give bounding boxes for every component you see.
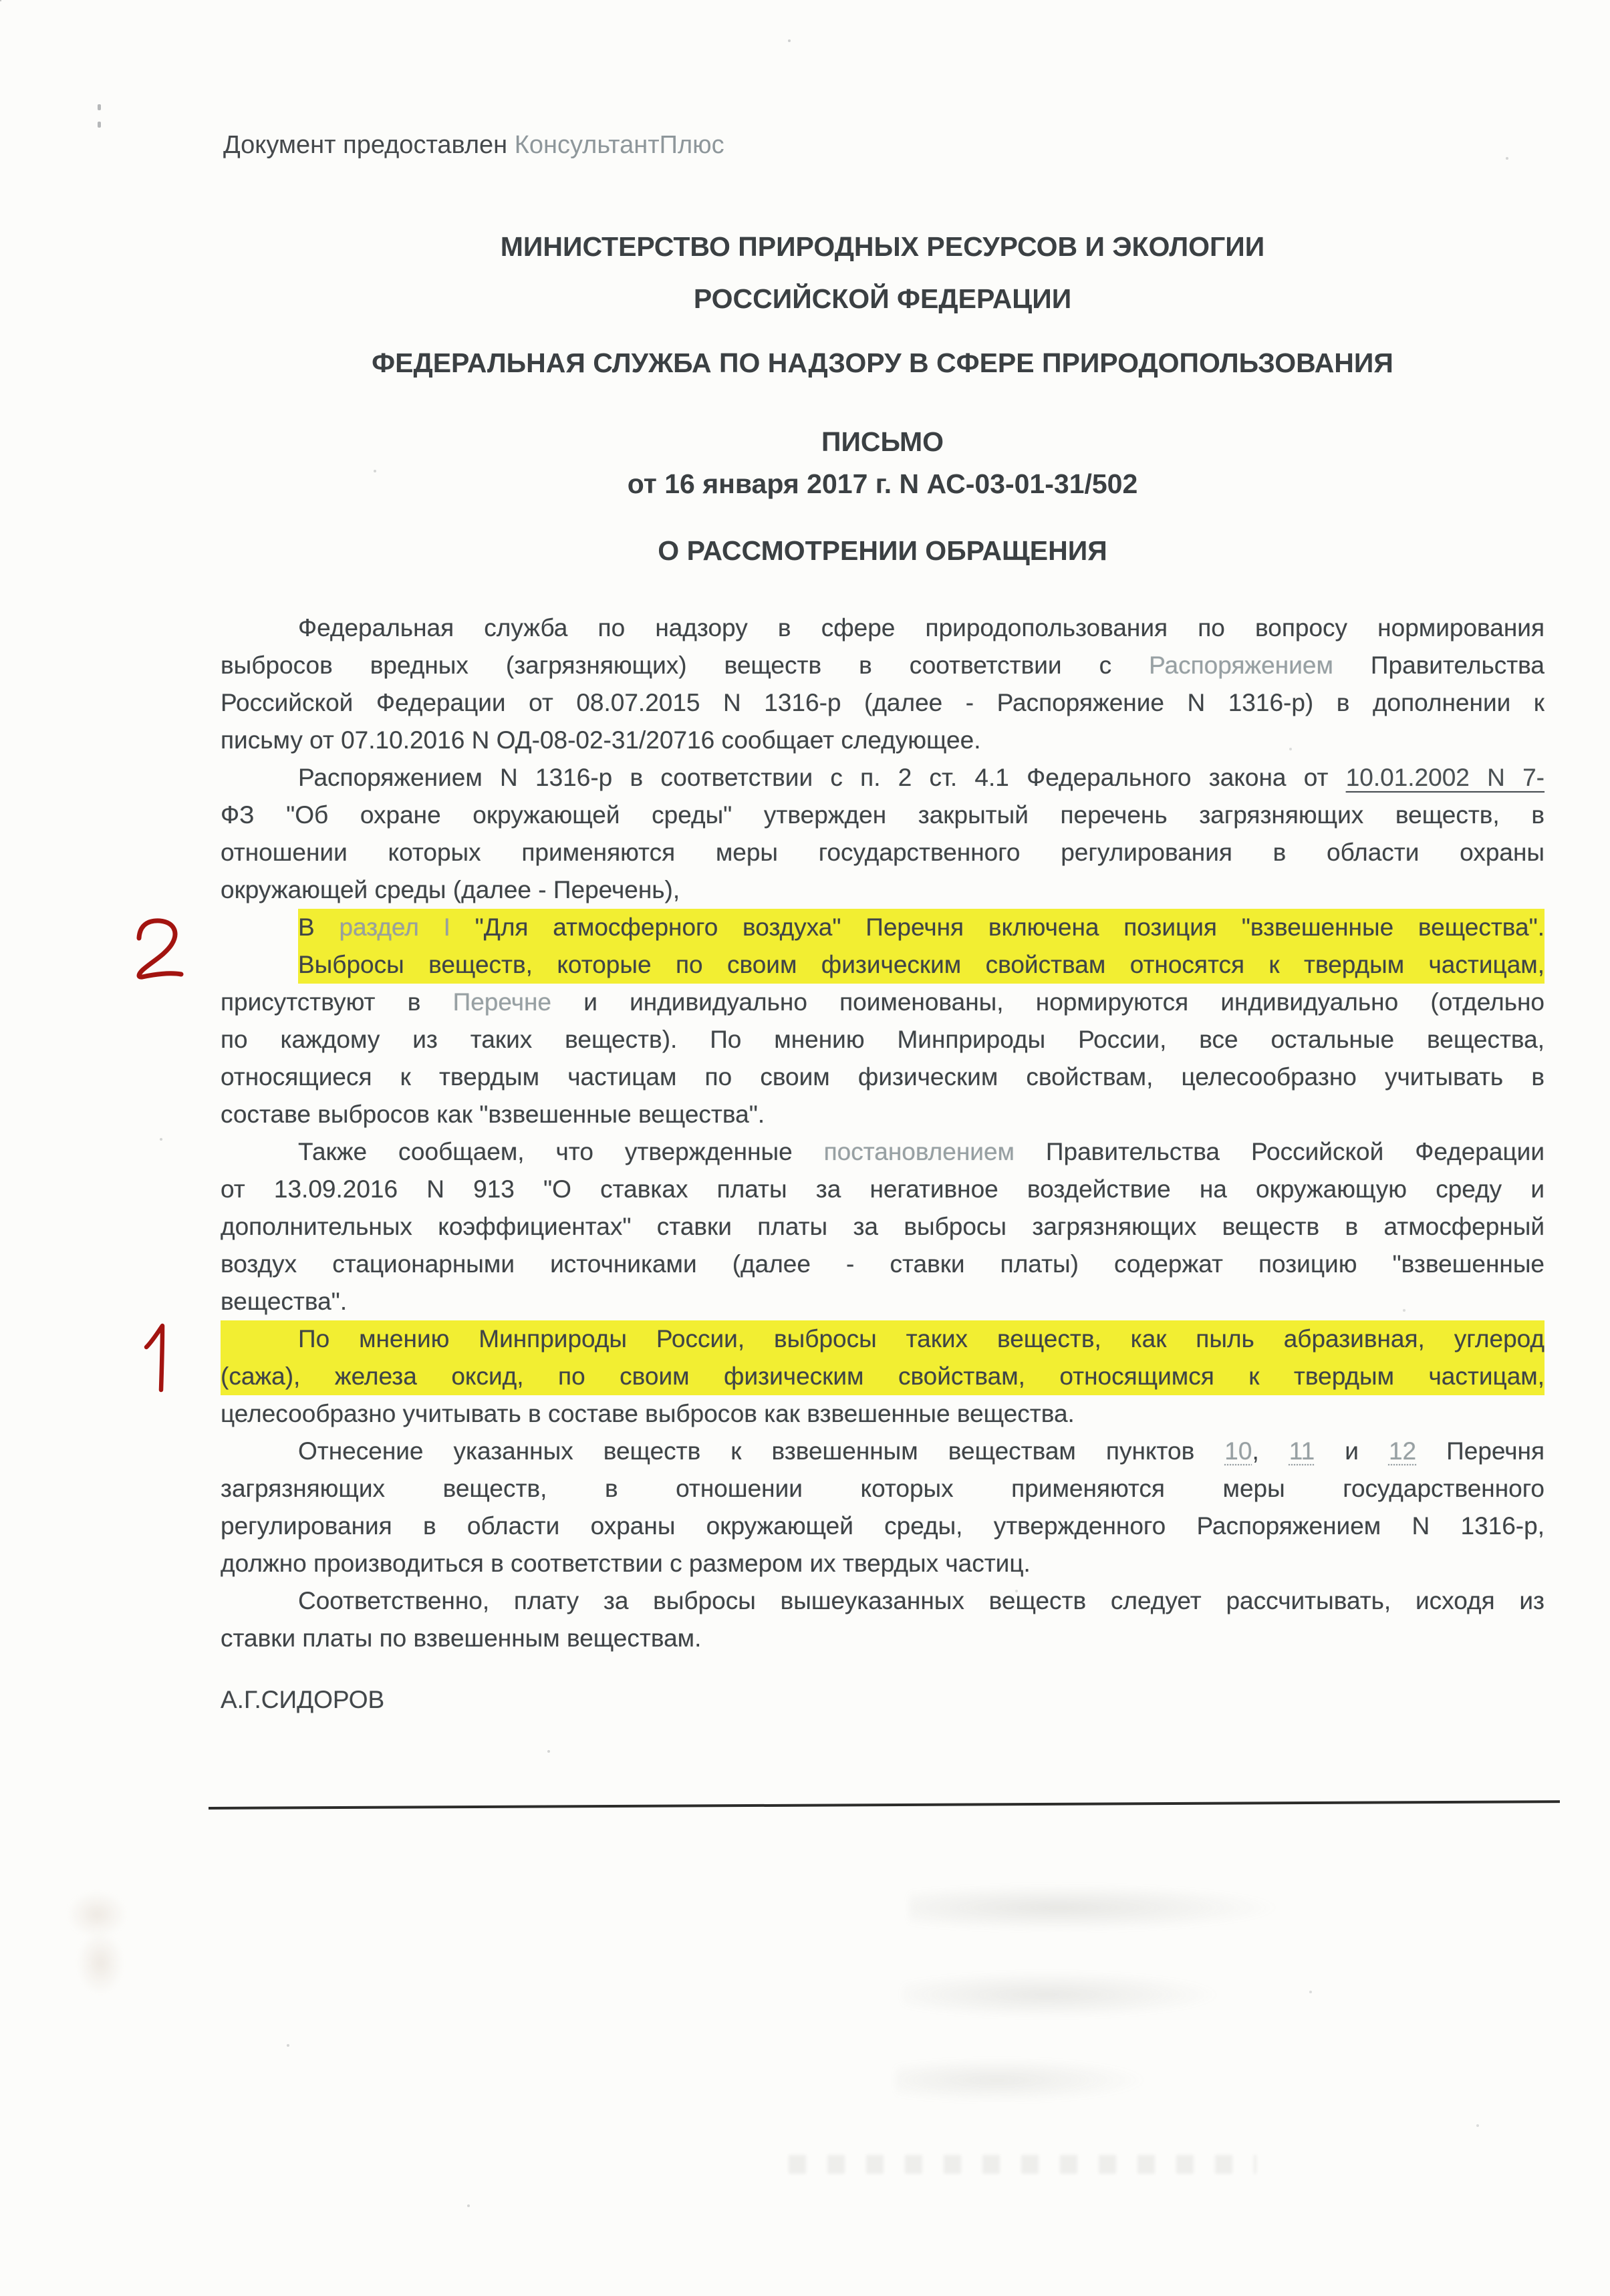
link-reference: 11 <box>1289 1437 1315 1465</box>
body-line <box>221 1283 1545 1320</box>
body-text: Федеральная служба по надзору в сфере природопользования по вопросу нормирования <box>298 614 1545 641</box>
link-reference: 10.01.2002 N 7- <box>1345 764 1545 791</box>
body-line <box>221 797 1545 834</box>
link-reference: Перечне <box>452 988 551 1016</box>
body-text: отношении которых применяются меры государственного регулирования в области охраны <box>221 839 1545 866</box>
body-line <box>221 1470 1545 1508</box>
body-text: воздух стационарными источниками (далее - ставки платы) содержат позицию "взвешенные <box>221 1250 1545 1278</box>
scan-artifact-colon <box>98 104 101 110</box>
body-text: Правительства <box>1333 652 1545 679</box>
link-reference: 12 <box>1388 1437 1417 1465</box>
handwritten-mark-2 <box>132 917 191 986</box>
body-line <box>221 1582 1545 1620</box>
body-text: "Для атмосферного воздуха" Перечня включена позиция "взвешенные вещества". <box>450 913 1545 941</box>
pencil-smudge-artifact <box>67 1891 127 1938</box>
signature: А.Г.СИДОРОВ <box>221 1686 385 1713</box>
body-line <box>221 1433 1545 1470</box>
doc-subject: О РАССМОТРЕНИИ ОБРАЩЕНИЯ <box>658 535 1107 566</box>
bleed-through-artifact <box>896 2058 1150 2102</box>
body-text: Соответственно, плату за выбросы вышеуказанных веществ следует рассчитывать, исходя из <box>298 1587 1545 1614</box>
body-text: По мнению Минприроды России, выбросы таких веществ, как пыль абразивная, углерод <box>298 1325 1545 1352</box>
body-line <box>221 1545 1545 1582</box>
body-line <box>221 1358 1545 1395</box>
provider-line <box>223 131 724 160</box>
header-ministry-line1: МИНИСТЕРСТВО ПРИРОДНЫХ РЕСУРСОВ И ЭКОЛОГИИ <box>500 231 1265 262</box>
body-text: Перечня <box>1416 1437 1545 1465</box>
body-text: Распоряжением N 1316-р в соответствии с п. 2 ст. 4.1 Федерального закона от <box>298 764 1346 791</box>
body-text: присутствуют в <box>221 988 453 1016</box>
body-text: выбросов вредных (загрязняющих) веществ в соответствии с <box>221 652 1150 679</box>
provider-prefix: Документ предоставлен <box>223 131 515 159</box>
body-line <box>221 1171 1545 1208</box>
header-letter <box>221 421 1545 505</box>
body-text: Правительства Российской Федерации <box>1014 1138 1545 1165</box>
provider-brand: КонсультантПлюс <box>514 131 724 159</box>
body-line <box>221 1246 1545 1283</box>
body-line <box>221 909 1545 946</box>
body-text: Российской Федерации от 08.07.2015 N 1316-р (далее - Распоряжение N 1316-р) в дополнении к <box>221 689 1545 716</box>
body-text: от 13.09.2016 N 913 "О ставках платы за негативное воздействие на окружающую среду и <box>221 1175 1545 1203</box>
body-line <box>221 871 1545 909</box>
link-reference: Распоряжением <box>1149 652 1333 679</box>
link-reference: раздел I <box>339 913 450 941</box>
body-line <box>221 1133 1545 1171</box>
body-line <box>221 834 1545 871</box>
link-reference: постановлением <box>823 1138 1015 1165</box>
header-ministry <box>221 221 1545 325</box>
bleed-through-artifact <box>909 1884 1283 1931</box>
body-text: относящиеся к твердым частицам по своим физическим свойствам, целесообразно учитывать в <box>221 1063 1545 1091</box>
body-text: дополнительных коэффициентах" ставки платы за выбросы загрязняющих веществ в атмосферный <box>221 1213 1545 1240</box>
body-line <box>221 1058 1545 1096</box>
body-text: В <box>298 913 340 941</box>
body-line <box>221 759 1545 797</box>
body-line <box>221 1508 1545 1545</box>
body-text: (сажа), железа оксид, по своим физическим свойствам, относящимся к твердым частицам, <box>221 1362 1545 1390</box>
header-ministry-line2: РОССИЙСКОЙ ФЕДЕРАЦИИ <box>693 283 1072 314</box>
body-text: ФЗ "Об охране окружающей среды" утвержден закрытый перечень загрязняющих веществ, в <box>221 801 1545 829</box>
body-text: Выбросы веществ, которые по своим физическим свойствам относятся к твердым частицам, <box>298 951 1545 978</box>
doc-date-number: от 16 января 2017 г. N АС-03-01-31/502 <box>627 468 1138 499</box>
body-line <box>221 946 1545 984</box>
body-line <box>221 647 1545 684</box>
body-text: Также сообщаем, что утвержденные <box>298 1138 824 1165</box>
body-text: загрязняющих веществ, в отношении которых применяются меры государственного <box>221 1475 1545 1502</box>
body-text: письму от 07.10.2016 N ОД-08-02-31/20716 сообщает следующее. <box>221 726 981 754</box>
document-body <box>221 609 1545 1719</box>
body-line <box>221 1320 1545 1358</box>
body-line <box>221 609 1545 647</box>
body-line <box>221 1096 1545 1133</box>
body-line <box>221 684 1545 722</box>
body-text: ставки платы по взвешенным веществам. <box>221 1624 702 1652</box>
body-text: вещества". <box>221 1288 348 1315</box>
body-text: целесообразно учитывать в составе выбросов как взвешенные вещества. <box>221 1400 1075 1427</box>
scan-speckles <box>0 0 1 1</box>
body-line <box>221 1021 1545 1058</box>
doc-type: ПИСЬМО <box>821 426 944 457</box>
body-text: по каждому из таких веществ). По мнению Минприроды России, все остальные вещества, <box>221 1026 1545 1053</box>
body-text: составе выбросов как "взвешенные вещества". <box>221 1101 765 1128</box>
body-line <box>221 1620 1545 1657</box>
body-text: и индивидуально поименованы, нормируются индивидуально (отдельно <box>551 988 1545 1016</box>
bleed-through-artifact <box>789 2155 1256 2174</box>
bleed-through-artifact <box>902 1971 1223 2018</box>
body-text: регулирования в области охраны окружающей среды, утвержденного Распоряжением N 1316-р, <box>221 1512 1545 1540</box>
body-line <box>221 984 1545 1021</box>
body-text: и <box>1315 1437 1389 1465</box>
body-text: окружающей среды (далее - Перечень), <box>221 876 680 903</box>
link-reference: 10 <box>1224 1437 1252 1465</box>
body-text: Отнесение указанных веществ к взвешенным веществам пунктов <box>298 1437 1225 1465</box>
body-line <box>221 722 1545 759</box>
body-line <box>221 1395 1545 1433</box>
bottom-scan-line <box>209 1800 1560 1810</box>
body-text: , <box>1252 1437 1289 1465</box>
body-text: должно производиться в соответствии с размером их твердых частиц. <box>221 1550 1031 1577</box>
handwritten-mark-1 <box>143 1323 175 1398</box>
pencil-smudge-artifact <box>77 1931 124 1995</box>
body-line <box>221 1208 1545 1246</box>
header-service: ФЕДЕРАЛЬНАЯ СЛУЖБА ПО НАДЗОРУ В СФЕРЕ ПРИРОДОПОЛЬЗОВАНИЯ <box>372 347 1393 378</box>
